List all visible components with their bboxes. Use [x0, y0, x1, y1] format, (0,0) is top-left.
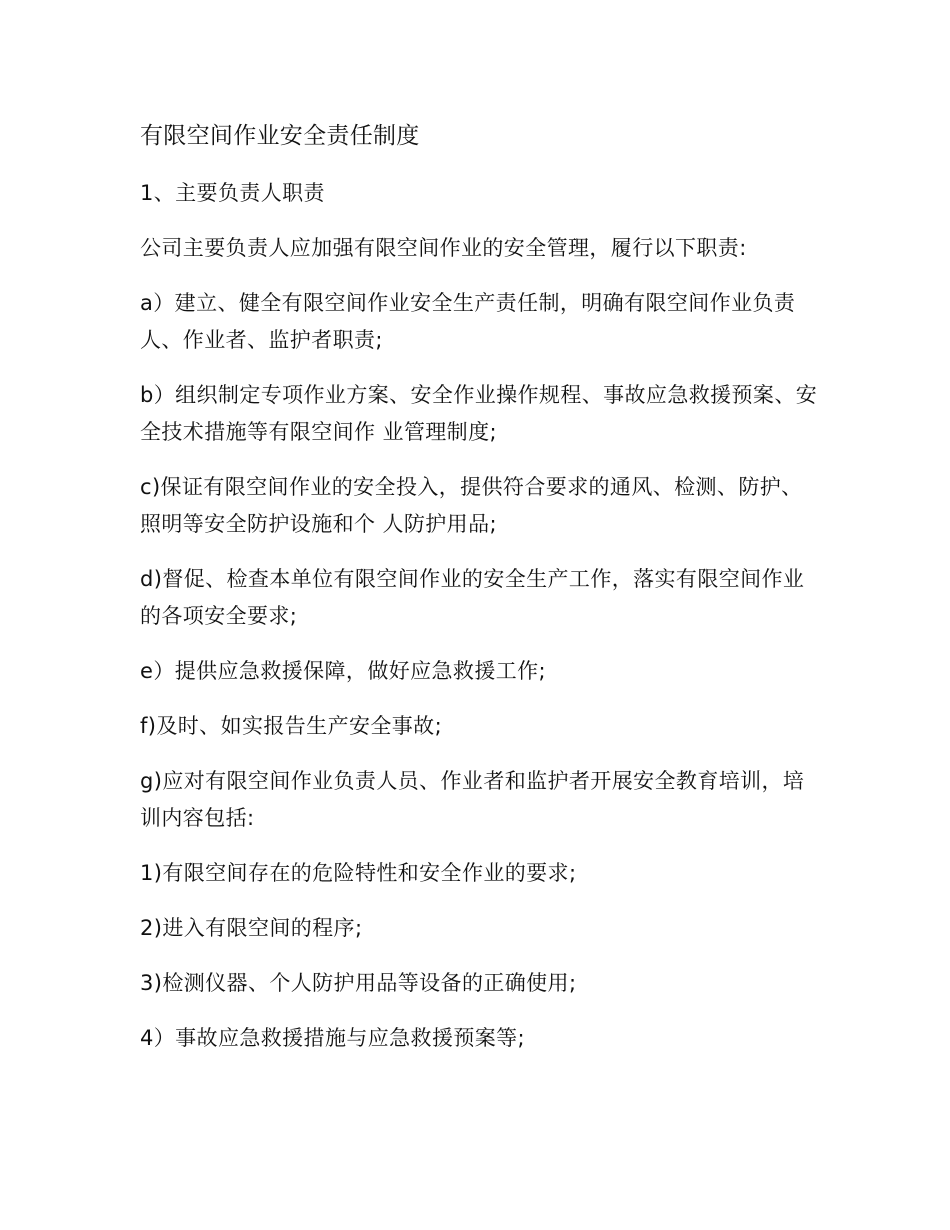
list-item: e）提供应急救援保障，做好应急救援工作; [140, 659, 546, 683]
list-item: a）建立、健全有限空间作业安全生产责任制，明确有限空间作业负责人、作业者、监护者职责; [140, 291, 796, 352]
section-heading: 1、主要负责人职责 [140, 181, 325, 205]
list-item: g)应对有限空间作业负责人员、作业者和监护者开展安全教育培训，培训内容包括: [140, 769, 805, 830]
sub-list-item: 3)检测仪器、个人防护用品等设备的正确使用; [140, 971, 577, 995]
list-item: b）组织制定专项作业方案、安全作业操作规程、事故应急救援预案、安全技术措施等有限空间作 业管理制度; [140, 383, 818, 444]
list-item: f)及时、如实报告生产安全事故; [140, 714, 443, 738]
sub-list-item: 1)有限空间存在的危险特性和安全作业的要求; [140, 861, 577, 885]
sub-list-item: 2)进入有限空间的程序; [140, 916, 363, 940]
document-body [140, 118, 820, 1075]
sub-list-item: 4）事故应急救援措施与应急救援预案等; [140, 1026, 526, 1050]
list-item: c)保证有限空间作业的安全投入，提供符合要求的通风、检测、防护、照明等安全防护设施和个 人防护用品; [140, 475, 803, 536]
list-item: d)督促、检查本单位有限空间作业的安全生产工作，落实有限空间作业的各项安全要求; [140, 567, 805, 628]
paragraph: 公司主要负责人应加强有限空间作业的安全管理，履行以下职责: [140, 236, 747, 260]
document-title: 有限空间作业安全责任制度 [140, 123, 420, 149]
